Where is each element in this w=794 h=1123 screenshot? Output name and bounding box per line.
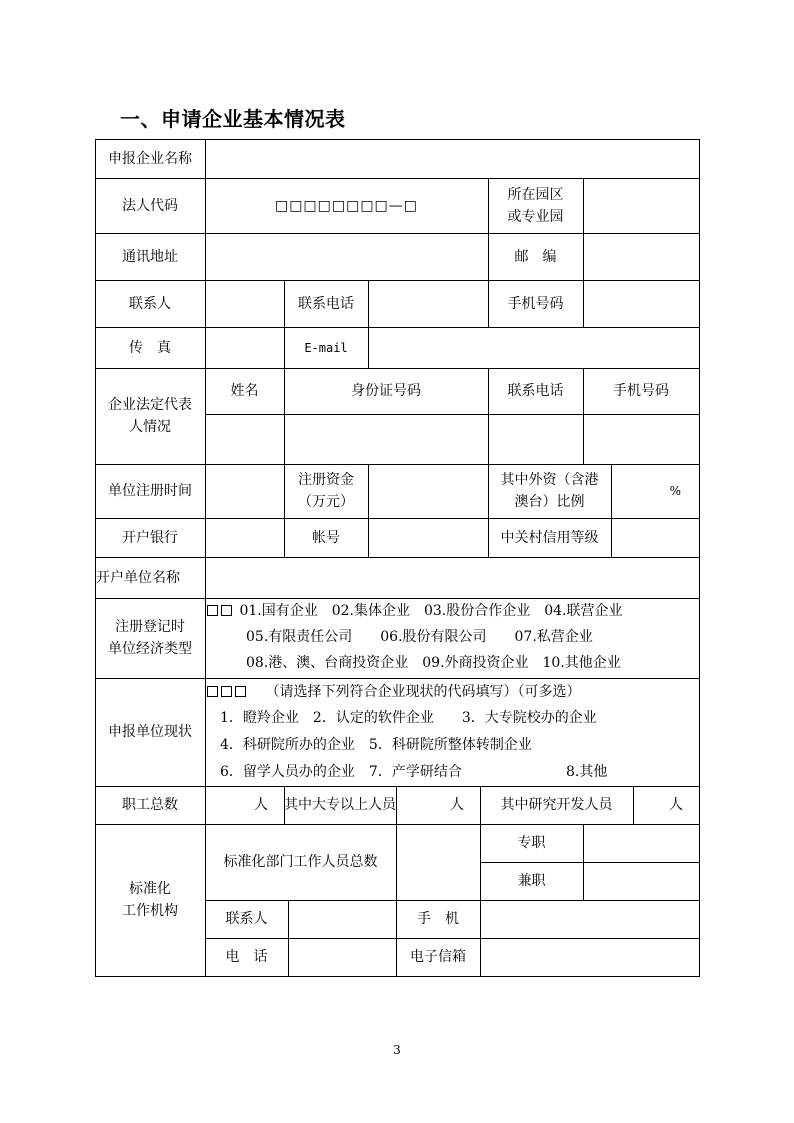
parttime-field[interactable]: [583, 862, 699, 900]
foreign-ratio-line1: 其中外资（含港: [500, 472, 599, 488]
page-number: 3: [393, 1043, 401, 1057]
std-email-label: 电子信箱: [410, 949, 466, 965]
rep-name-field[interactable]: [205, 414, 284, 464]
std-phone-field[interactable]: [288, 938, 396, 976]
page-title: 一、申请企业基本情况表: [120, 107, 346, 131]
college-staff-field[interactable]: [396, 786, 480, 824]
std-mobile-field[interactable]: [480, 900, 699, 938]
status-label: 申报单位现状: [108, 724, 192, 740]
company-name-field[interactable]: [205, 139, 699, 178]
person-unit: 人: [450, 797, 464, 813]
table-border-right: [699, 139, 700, 976]
park-label-line2: 或专业园: [507, 208, 564, 225]
account-label: 帐号: [312, 529, 340, 546]
reg-capital-field[interactable]: [368, 464, 488, 518]
company-name-label: 申报企业名称: [108, 150, 192, 167]
park-label: [488, 178, 583, 233]
reg-time-field[interactable]: [205, 464, 284, 518]
rep-phone-field[interactable]: [488, 414, 583, 464]
std-staff-total-field[interactable]: [396, 824, 480, 900]
percent-sign: %: [669, 484, 681, 498]
reg-time-label: 单位注册时间: [108, 483, 192, 499]
rep-mobile-header: 手机号码: [613, 383, 669, 399]
code-box[interactable]: [221, 605, 232, 616]
contact-phone-field[interactable]: [368, 280, 488, 327]
status-options-row3a: 6．留学人员办的企业 7．产学研结合: [220, 764, 462, 780]
address-field[interactable]: [205, 233, 488, 280]
std-phone-label: 电 话: [225, 949, 268, 965]
std-email-field[interactable]: [480, 938, 699, 976]
rnd-staff-field[interactable]: [633, 786, 699, 824]
account-field[interactable]: [368, 518, 488, 557]
rep-name-header: 姓名: [230, 383, 259, 399]
econ-type-row3: 08.港、澳、台商投资企业 09.外商投资企业 10.其他企业: [246, 655, 621, 671]
legal-rep-label-line1: 企业法定代表: [108, 397, 192, 413]
rnd-staff-label: 其中研究开发人员: [500, 797, 613, 813]
credit-label: 中关村信用等级: [500, 529, 599, 546]
foreign-ratio-field[interactable]: [611, 464, 699, 518]
status-code-boxes[interactable]: [207, 684, 249, 700]
bank-label: 开户银行: [122, 529, 178, 546]
fax-field[interactable]: [205, 327, 284, 368]
status-options-row2: 4．科研院所办的企业 5．科研院所整体转制企业: [220, 737, 532, 753]
postcode-field[interactable]: [583, 233, 699, 280]
college-staff-label: 其中大专以上人员: [284, 797, 396, 813]
econ-type-options-1: 01.国有企业 02.集体企业 03.股份合作企业 04.联营企业: [239, 603, 623, 619]
reg-capital-line2: （万元）: [298, 494, 354, 510]
std-org-label-line1: 标准化: [129, 881, 171, 897]
std-contact-field[interactable]: [288, 900, 396, 938]
legal-code-field[interactable]: [205, 178, 488, 233]
foreign-ratio-label: [488, 464, 611, 518]
code-box[interactable]: [207, 605, 218, 616]
staff-total-field[interactable]: [205, 786, 284, 824]
status-hint: （请选择下列符合企业现状的代码填写）（可多选）: [265, 684, 581, 700]
mobile-field[interactable]: [583, 280, 699, 327]
status-options-row3b: 8.其他: [566, 764, 608, 780]
bank-field[interactable]: [205, 518, 284, 557]
person-unit: 人: [669, 797, 683, 813]
park-field[interactable]: [583, 178, 699, 233]
std-contact-label: 联系人: [225, 911, 268, 927]
status-options-row1: 1．瞪羚企业 2．认定的软件企业 3．大专院校办的企业: [220, 710, 597, 726]
rep-id-field[interactable]: [284, 414, 488, 464]
table-border-bottom: [95, 976, 700, 977]
econ-type-label-line1: 注册登记时: [115, 619, 185, 635]
postcode-label: 邮 编: [514, 248, 557, 265]
status-hint-row: [207, 682, 580, 702]
mobile-label: 手机号码: [507, 295, 564, 312]
parttime-label: 兼职: [517, 873, 546, 889]
address-label: 通讯地址: [122, 248, 178, 265]
econ-type-row1: [207, 601, 623, 621]
person-unit: 人: [254, 797, 268, 813]
reg-capital-label: [284, 464, 368, 518]
account-name-field[interactable]: [205, 557, 699, 598]
contact-phone-label: 联系电话: [298, 295, 354, 312]
legal-code-pattern: □□□□□□□□—□: [274, 197, 419, 214]
fulltime-field[interactable]: [583, 824, 699, 862]
code-box[interactable]: [207, 686, 218, 697]
legal-rep-label: [95, 368, 205, 464]
email-label: E-mail: [304, 340, 348, 355]
email-field[interactable]: [368, 327, 699, 368]
contact-label: 联系人: [129, 295, 171, 312]
rep-id-header: 身份证号码: [351, 383, 421, 399]
code-box[interactable]: [235, 686, 246, 697]
econ-type-code-boxes[interactable]: [207, 603, 235, 619]
rep-mobile-field[interactable]: [583, 414, 699, 464]
account-name-label: 开户单位名称: [96, 569, 180, 586]
fax-label: 传 真: [129, 339, 171, 356]
std-mobile-label: 手 机: [417, 911, 459, 927]
staff-total-label: 职工总数: [122, 797, 178, 813]
legal-code-label: 法人代码: [122, 197, 178, 214]
contact-field[interactable]: [205, 280, 284, 327]
credit-field[interactable]: [611, 518, 699, 557]
econ-type-label: [95, 598, 205, 678]
reg-capital-line1: 注册资金: [298, 472, 354, 488]
econ-type-row2: 05.有限责任公司 06.股份有限公司 07.私营企业: [246, 629, 593, 645]
std-staff-total-label: 标准化部门工作人员总数: [223, 854, 378, 870]
park-label-line1: 所在园区: [507, 186, 564, 203]
std-org-label: [95, 824, 205, 976]
econ-type-label-line2: 单位经济类型: [108, 641, 192, 657]
std-org-label-line2: 工作机构: [122, 903, 178, 919]
foreign-ratio-line2: 澳台）比例: [514, 494, 585, 510]
code-box[interactable]: [221, 686, 232, 697]
fulltime-label: 专职: [517, 835, 546, 851]
rep-phone-header: 联系电话: [507, 383, 564, 399]
legal-rep-label-line2: 人情况: [129, 419, 171, 435]
